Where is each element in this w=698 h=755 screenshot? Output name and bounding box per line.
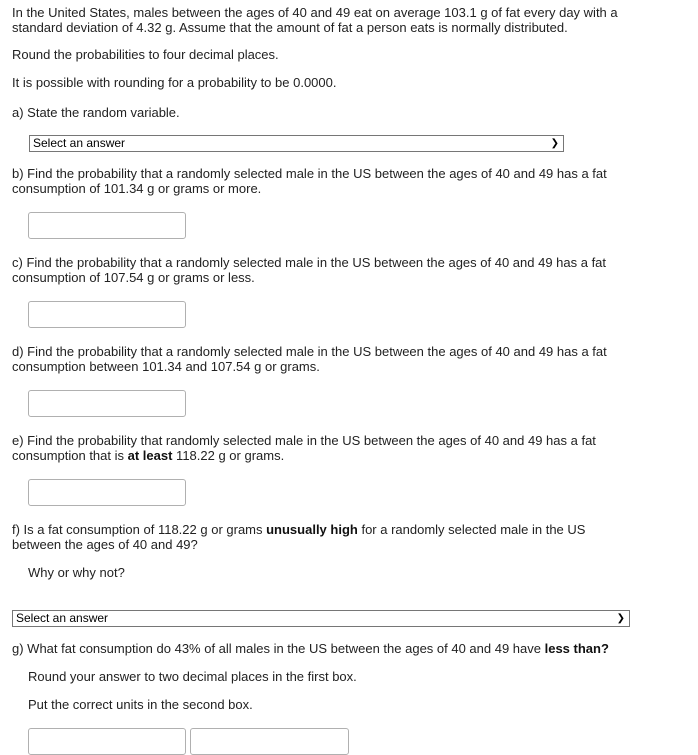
answer-g-units-input[interactable]: [190, 728, 349, 755]
question-b-line-1: b) Find the probability that a randomly selected male in the US between the ages of 40 and 49 has a fat: [12, 166, 607, 181]
question-c-line-1: c) Find the probability that a randomly selected male in the US between the ages of 40 and 49 has a fat: [12, 255, 607, 270]
emphasis: less than?: [544, 641, 609, 656]
emphasis: at least: [127, 448, 173, 463]
question-e-line-2: [12, 448, 284, 463]
question-d-line-2: consumption between 101.34 and 107.54 g or grams.: [12, 359, 320, 374]
text: for a randomly selected male in the US: [357, 522, 586, 537]
chevron-down-icon: ❯: [550, 138, 559, 149]
question-f-line-2: between the ages of 40 and 49?: [12, 537, 198, 552]
answer-g-value-input[interactable]: [28, 728, 186, 755]
rounding-note: It is possible with rounding for a probability to be 0.0000.: [12, 75, 337, 90]
unusual-reason-select[interactable]: [12, 610, 630, 627]
text: consumption that is: [12, 448, 128, 463]
select-value: Select an answer: [16, 611, 109, 625]
text: g) What fat consumption do 43% of all males in the US between the ages of 40 and 49 have: [12, 641, 545, 656]
text: 118.22 g or grams.: [172, 448, 285, 463]
round-instruction-g: Round your answer to two decimal places in the first box.: [28, 669, 357, 684]
question-e-line-1: e) Find the probability that randomly selected male in the US between the ages of 40 and 49 has a fat: [12, 433, 596, 448]
answer-d-input[interactable]: [28, 390, 186, 417]
chevron-down-icon: ❯: [616, 613, 625, 624]
question-d-line-1: d) Find the probability that a randomly selected male in the US between the ages of 40 and 49 has a fat: [12, 344, 607, 359]
intro-line-1: In the United States, males between the ages of 40 and 49 eat on average 103.1 g of fat every day with a: [12, 5, 618, 20]
answer-c-input[interactable]: [28, 301, 186, 328]
why-prompt: Why or why not?: [28, 565, 125, 580]
answer-e-input[interactable]: [28, 479, 186, 506]
units-instruction-g: Put the correct units in the second box.: [28, 697, 253, 712]
question-g: [12, 641, 609, 656]
question-f-line-1: [12, 522, 585, 537]
select-value: Select an answer: [33, 136, 126, 150]
intro-line-2: standard deviation of 4.32 g. Assume that the amount of fat a person eats is normally distributed.: [12, 20, 568, 35]
random-variable-select[interactable]: [29, 135, 564, 152]
answer-b-input[interactable]: [28, 212, 186, 239]
text: f) Is a fat consumption of 118.22 g or grams: [12, 522, 267, 537]
question-a: a) State the random variable.: [12, 105, 180, 120]
question-c-line-2: consumption of 107.54 g or grams or less.: [12, 270, 255, 285]
question-b-line-2: consumption of 101.34 g or grams or more.: [12, 181, 262, 196]
rounding-instruction: Round the probabilities to four decimal places.: [12, 47, 279, 62]
emphasis: unusually high: [266, 522, 358, 537]
